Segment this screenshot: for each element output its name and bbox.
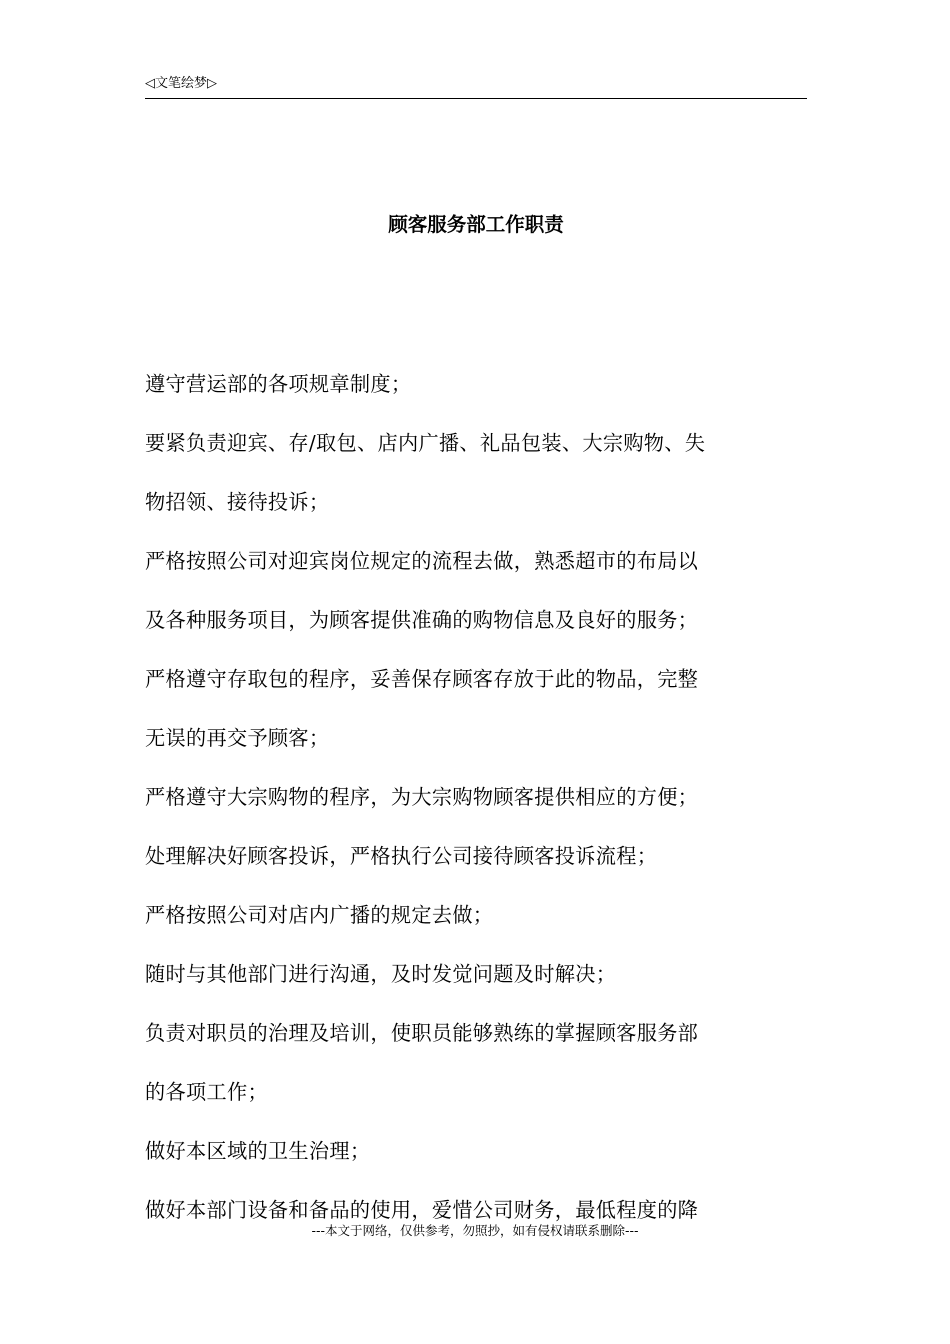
body-line: 无误的再交予顾客；	[145, 726, 330, 750]
body-line: 严格按照公司对迎宾岗位规定的流程去做，熟悉超市的布局以	[145, 549, 699, 573]
body-line: 做好本区域的卫生治理；	[145, 1139, 371, 1163]
page-footer: ---本文于网络，仅供参考，勿照抄，如有侵权请联系删除---	[311, 1223, 639, 1238]
body-line: 做好本部门设备和备品的使用，爱惜公司财务，最低程度的降	[145, 1198, 699, 1222]
body-line: 处理解决好顾客投诉，严格执行公司接待顾客投诉流程；	[145, 844, 658, 868]
body-line: 负责对职员的治理及培训，使职员能够熟练的掌握顾客服务部	[145, 1021, 699, 1045]
page-header	[145, 74, 807, 99]
body-line: 随时与其他部门进行沟通，及时发觉问题及时解决；	[145, 962, 617, 986]
body-line: 及各种服务项目，为顾客提供准确的购物信息及良好的服务；	[145, 608, 699, 632]
document-title: 顾客服务部工作职责	[388, 213, 564, 236]
body-line: 遵守营运部的各项规章制度；	[145, 372, 412, 396]
header-text: ◁文笔绘梦▷	[145, 76, 217, 91]
body-line: 严格遵守存取包的程序，妥善保存顾客存放于此的物品，完整	[145, 667, 699, 691]
body-line: 物招领、接待投诉；	[145, 490, 330, 514]
body-line: 严格按照公司对店内广播的规定去做；	[145, 903, 494, 927]
body-line: 严格遵守大宗购物的程序，为大宗购物顾客提供相应的方便；	[145, 785, 699, 809]
body-line: 的各项工作；	[145, 1080, 268, 1104]
body-line: 要紧负责迎宾、存/取包、店内广播、礼品包装、大宗购物、失	[145, 431, 706, 455]
document-body	[145, 355, 807, 1240]
